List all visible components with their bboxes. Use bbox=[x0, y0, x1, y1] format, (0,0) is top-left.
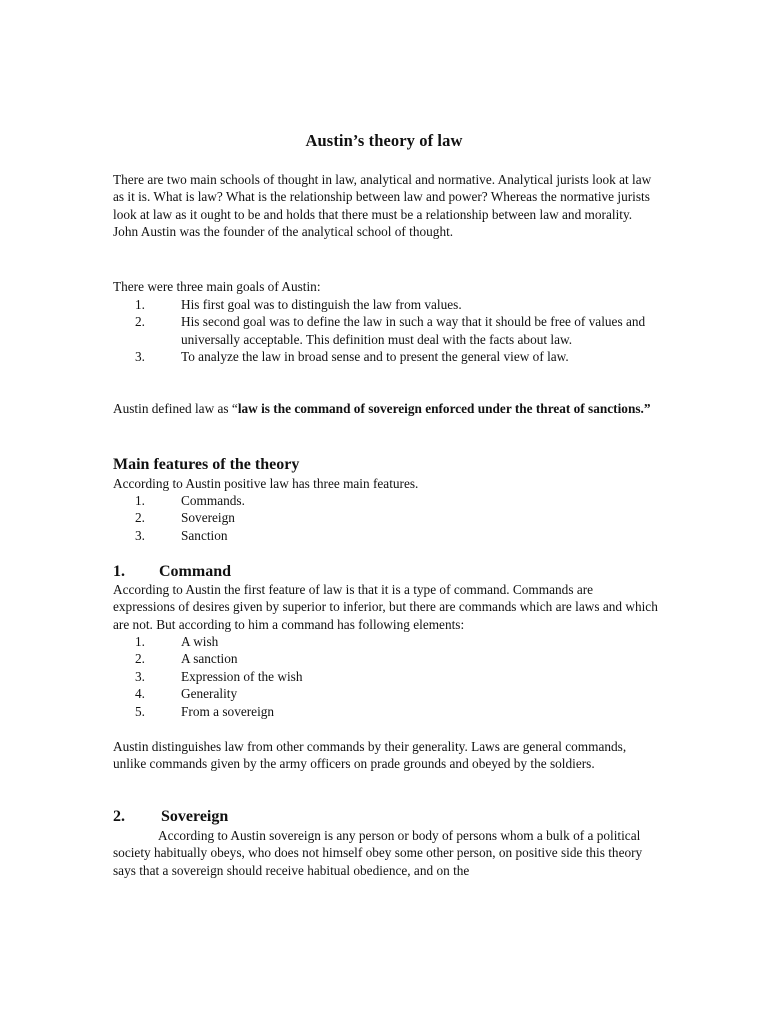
list-number: 2. bbox=[135, 651, 145, 667]
list-item bbox=[113, 527, 658, 544]
features-list bbox=[113, 492, 658, 544]
command-elements-list bbox=[113, 633, 658, 720]
definition-suffix: ” bbox=[643, 401, 651, 416]
list-item bbox=[113, 703, 658, 720]
list-item bbox=[113, 296, 658, 313]
list-text: A sanction bbox=[181, 651, 238, 667]
features-intro: According to Austin positive law has three main features. bbox=[113, 476, 419, 491]
sovereign-paragraph: According to Austin sovereign is any person or body of persons whom a bulk of a political society habitually obeys, who does not himself obey some other person, on positive side this theory says that a sovereign should receive habitual obedience, and on the bbox=[113, 828, 643, 878]
list-number: 2. bbox=[135, 510, 145, 526]
list-item bbox=[113, 313, 658, 348]
goals-intro: There were three main goals of Austin: bbox=[113, 279, 321, 294]
command-paragraph: According to Austin the first feature of law is that it is a type of command. Commands are expressions of desires given by superior to inferior, but there are commands which are laws and which are not. But according to him a command has following elements: bbox=[113, 582, 658, 632]
list-text: Sovereign bbox=[181, 510, 235, 526]
features-heading: Main features of the theory bbox=[113, 456, 300, 473]
list-number: 1. bbox=[135, 297, 145, 312]
list-text: Commands. bbox=[181, 493, 245, 508]
list-number: 1. bbox=[135, 634, 145, 649]
definition-paragraph bbox=[113, 400, 658, 417]
list-number: 1. bbox=[135, 493, 145, 508]
list-text: A wish bbox=[181, 634, 219, 649]
generality-paragraph: Austin distinguishes law from other commands by their generality. Laws are general commands, unlike commands given by the army officers on prade grounds and obeyed by the soldiers. bbox=[113, 739, 627, 772]
list-text: His second goal was to define the law in such a way that it should be free of values and universally acceptable. This definition must deal with the facts about law. bbox=[181, 314, 646, 347]
list-number: 4. bbox=[135, 686, 145, 702]
section-number: 2. bbox=[113, 808, 125, 825]
list-item bbox=[113, 685, 658, 702]
list-item bbox=[113, 492, 658, 509]
document-title: Austin’s theory of law bbox=[305, 131, 463, 150]
list-number: 3. bbox=[135, 349, 145, 365]
list-number: 3. bbox=[135, 668, 145, 684]
list-text: Generality bbox=[181, 686, 238, 702]
list-number: 2. bbox=[135, 314, 145, 330]
definition-prefix: Austin defined law as “ bbox=[113, 401, 238, 416]
list-number: 5. bbox=[135, 703, 145, 719]
command-heading bbox=[113, 562, 231, 582]
list-text: From a sovereign bbox=[181, 703, 275, 719]
list-item bbox=[113, 668, 658, 685]
sovereign-heading bbox=[113, 807, 228, 827]
list-item bbox=[113, 633, 658, 650]
goals-list bbox=[113, 296, 658, 366]
section-number: 1. bbox=[113, 563, 125, 580]
list-number: 3. bbox=[135, 527, 145, 543]
section-title: Command bbox=[159, 563, 232, 580]
list-item bbox=[113, 650, 658, 667]
list-text: Sanction bbox=[181, 527, 228, 543]
section-title: Sovereign bbox=[161, 808, 229, 825]
definition-quote: law is the command of sovereign enforced under the threat of sanctions. bbox=[237, 401, 644, 416]
list-item bbox=[113, 348, 658, 365]
list-text: Expression of the wish bbox=[181, 668, 303, 684]
list-item bbox=[113, 509, 658, 526]
list-text: To analyze the law in broad sense and to present the general view of law. bbox=[181, 349, 569, 365]
intro-paragraph: There are two main schools of thought in law, analytical and normative. Analytical jurists look at law as it is. What is law? What is the relationship between law and power? Whereas the normative jurists look at law as it ought to be and holds that there must be a relationship between law and morality. John Austin was the founder of the analytical school of thought. bbox=[113, 172, 652, 240]
list-text: His first goal was to distinguish the law from values. bbox=[181, 297, 462, 312]
